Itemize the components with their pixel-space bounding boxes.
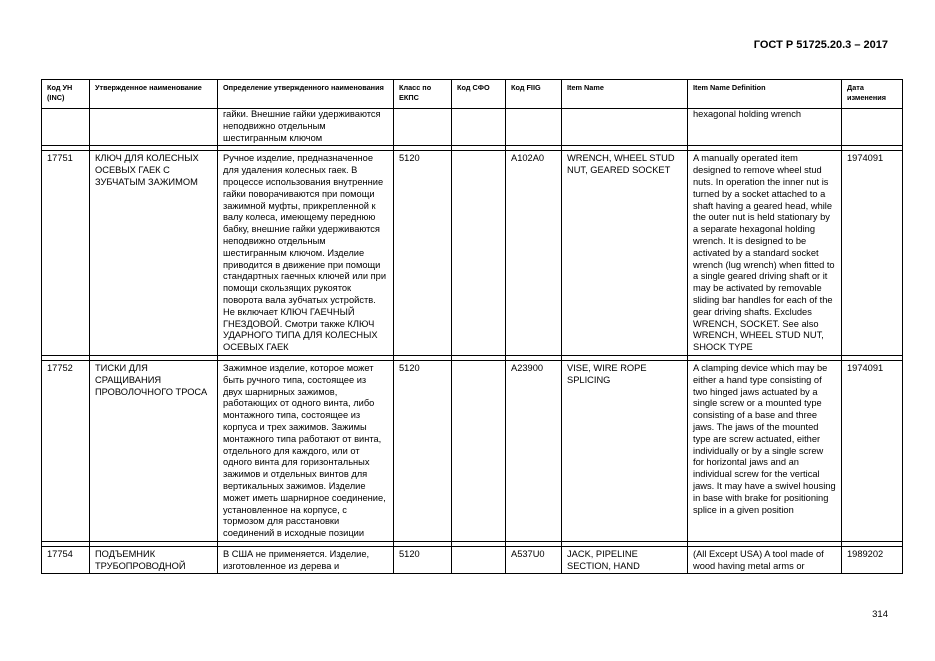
cell-sfo: [452, 109, 506, 146]
cell-definition-ru: Ручное изделие, предназначенное для удаления колесных гаек. В процессе использования внутренние гайки поворачиваются при помощи зажимной муфты, прикрепленной к валу колеса, имеющему переднюю бабку, внешние гайки удерживаются неподвижно отдельным шестигранным ключом. Изделие приводится в движение при помощи стандартных гаечных ключей или при помощи скользящих рукояток поворота вала зубчатых устройств. Не включает КЛЮЧ ГАЕЧНЫЙ ГНЕЗДОВОЙ. Смотри также КЛЮЧ УДАРНОГО ТИПА ДЛЯ КОЛЕСНЫХ ОСЕВЫХ ГАЕК: [218, 151, 394, 356]
col-header-item-definition: Item Name Definition: [688, 80, 842, 109]
cell-item-definition: hexagonal holding wrench: [688, 109, 842, 146]
cell-inc: 17754: [42, 546, 90, 574]
document-standard-header: ГОСТ Р 51725.20.3 – 2017: [753, 39, 888, 51]
cell-item-name: WRENCH, WHEEL STUD NUT, GEARED SOCKET: [562, 151, 688, 356]
cell-fiig: A537U0: [506, 546, 562, 574]
cell-ekps: 5120: [394, 546, 452, 574]
cell-sfo: [452, 360, 506, 541]
cell-inc: 17752: [42, 360, 90, 541]
cell-item-name: [562, 109, 688, 146]
table-header-row: [42, 80, 903, 109]
cell-definition-ru: Зажимное изделие, которое может быть ручного типа, состоящее из двух шарнирных зажимов, работающих от одного винта, либо монтажного типа, состоящее из корпуса и трех зажимов. Зажимы монтажного типа работают от винта, отдельного для каждого, или от одного винта для горизонтальных зажимов и отдельных винтов для вертикальных зажимов. Изделие может иметь шарнирное соединение, установленное на корпусе, с тормозом для расстановки соединений в исходные позиции: [218, 360, 394, 541]
table-row: [42, 360, 903, 541]
cell-definition-ru: гайки. Внешние гайки удерживаются неподвижно отдельным шестигранным ключом: [218, 109, 394, 146]
col-header-item-name: Item Name: [562, 80, 688, 109]
cell-name-ru: КЛЮЧ ДЛЯ КОЛЕСНЫХ ОСЕВЫХ ГАЕК С ЗУБЧАТЫМ ЗАЖИМОМ: [90, 151, 218, 356]
cell-sfo: [452, 546, 506, 574]
col-header-date: Дата изменения: [842, 80, 903, 109]
col-header-ekps: Класс по ЕКПС: [394, 80, 452, 109]
cell-fiig: [506, 109, 562, 146]
col-header-sfo: Код СФО: [452, 80, 506, 109]
cell-inc: 17751: [42, 151, 90, 356]
table-row-continuation: [42, 109, 903, 146]
cell-name-ru: ТИСКИ ДЛЯ СРАЩИВАНИЯ ПРОВОЛОЧНОГО ТРОСА: [90, 360, 218, 541]
table-row: [42, 151, 903, 356]
cell-name-ru: [90, 109, 218, 146]
cell-fiig: A102A0: [506, 151, 562, 356]
cell-item-name: JACK, PIPELINE SECTION, HAND: [562, 546, 688, 574]
col-header-name-ru: Утвержденное наименование: [90, 80, 218, 109]
cell-ekps: 5120: [394, 151, 452, 356]
cell-definition-ru: В США не применяется. Изделие, изготовленное из дерева и: [218, 546, 394, 574]
col-header-definition-ru: Определение утвержденного наименования: [218, 80, 394, 109]
nomenclature-table: [41, 79, 903, 574]
cell-item-definition: A manually operated item designed to remove wheel stud nuts. In operation the inner nut is turned by a socket attached to a shaft having a geared head, while the outer nut is held stationary by a separate hexagonal holding wrench. It is designed to be activated by a standard socket wrench (lug wrench) when fitted to a single geared driving shaft or it may be activated by removable sliding bar handles for each of the gear driving shafts. Excludes WRENCH, SOCKET. See also WRENCH, WHEEL STUD NUT, SHOCK TYPE: [688, 151, 842, 356]
cell-ekps: [394, 109, 452, 146]
cell-ekps: 5120: [394, 360, 452, 541]
table-row: [42, 546, 903, 574]
cell-item-definition: (All Except USA) A tool made of wood having metal arms or: [688, 546, 842, 574]
cell-date: 1974091: [842, 360, 903, 541]
cell-fiig: A23900: [506, 360, 562, 541]
cell-date: 1989202: [842, 546, 903, 574]
col-header-inc: Код УН (INC): [42, 80, 90, 109]
cell-inc: [42, 109, 90, 146]
cell-name-ru: ПОДЪЕМНИК ТРУБОПРОВОДНОЙ: [90, 546, 218, 574]
cell-sfo: [452, 151, 506, 356]
page-number: 314: [872, 609, 888, 620]
cell-item-definition: A clamping device which may be either a hand type consisting of two hinged jaws actuated by a single screw or a mounted type consisting of a base and three jaws. The jaws of the mounted type are screw actuated, either individually or by a single screw for horizontal jaws and an individual screw for the vertical jaws. It may have a swivel housing in base with brake for positioning splice in a given position: [688, 360, 842, 541]
cell-item-name: VISE, WIRE ROPE SPLICING: [562, 360, 688, 541]
cell-date: 1974091: [842, 151, 903, 356]
cell-date: [842, 109, 903, 146]
col-header-fiig: Код FIIG: [506, 80, 562, 109]
